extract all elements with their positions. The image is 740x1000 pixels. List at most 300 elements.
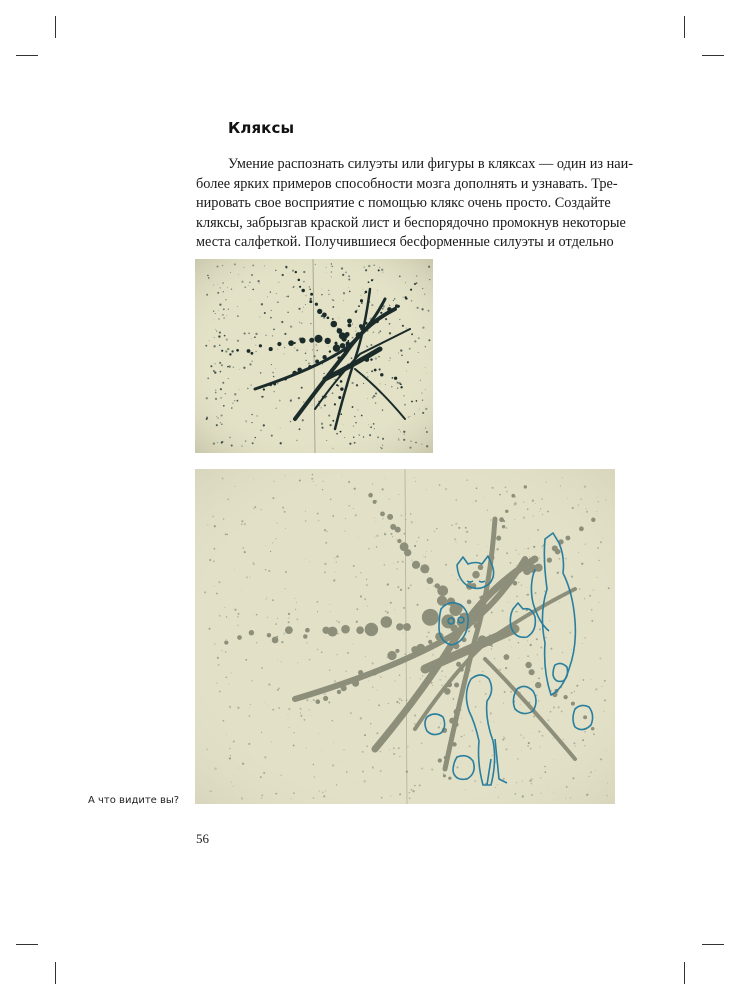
ink-drop (249, 630, 254, 635)
ink-mist (369, 434, 371, 436)
ink-mist (374, 537, 375, 538)
ink-mist (533, 681, 534, 682)
ink-mist (263, 424, 265, 426)
ink-drop (360, 299, 363, 302)
ink-mist (399, 382, 401, 384)
ink-mist (231, 350, 233, 352)
ink-mist (227, 499, 229, 501)
ink-drop (229, 353, 231, 355)
ink-mist (358, 410, 359, 411)
ink-drop (341, 336, 346, 341)
ink-mist (218, 310, 219, 311)
ink-mist (214, 320, 215, 321)
crop-mark (55, 962, 56, 984)
ink-mist (253, 615, 254, 616)
ink-mist (250, 577, 251, 578)
ink-mist (354, 416, 356, 418)
ink-mist (206, 651, 207, 652)
ink-mist (382, 518, 384, 520)
ink-drop (591, 727, 594, 730)
ink-mist (299, 322, 300, 323)
ink-mist (229, 757, 231, 759)
ink-mist (375, 521, 376, 522)
ink-drop (348, 324, 352, 328)
ink-mist (255, 345, 256, 346)
ink-mist (381, 269, 383, 271)
ink-mist (349, 443, 351, 445)
ink-mist (383, 272, 384, 273)
ink-mist (372, 687, 373, 688)
ink-mist (474, 780, 476, 782)
ink-mist (216, 682, 217, 683)
ink-mist (315, 264, 316, 265)
ink-mist (425, 428, 426, 429)
ink-mist (286, 296, 287, 297)
ink-drop (348, 340, 350, 342)
ink-mist (400, 432, 401, 433)
ink-mist (537, 529, 539, 531)
ink-mist (446, 622, 447, 623)
ink-drop (370, 358, 372, 360)
ink-mist (230, 755, 231, 756)
ink-mist (221, 650, 222, 651)
ink-mist (421, 564, 422, 565)
ink-mist (553, 706, 555, 708)
ink-mist (240, 590, 241, 591)
ink-mist (405, 519, 406, 520)
ink-mist (298, 308, 300, 310)
ink-mist (517, 611, 518, 612)
ink-mist (213, 284, 214, 285)
ink-mist (336, 555, 338, 557)
ink-drop (487, 640, 493, 646)
ink-mist (518, 554, 519, 555)
ink-drop (325, 338, 331, 344)
ink-mist (332, 318, 334, 320)
ink-mist (366, 579, 367, 580)
ink-mist (288, 613, 290, 615)
ink-mist (293, 745, 295, 747)
ink-drop (396, 623, 403, 630)
ink-mist (344, 437, 345, 438)
ink-mist (572, 777, 574, 779)
ink-mist (360, 572, 361, 573)
ink-mist (252, 264, 254, 266)
ink-mist (354, 488, 356, 490)
ink-mist (503, 703, 504, 704)
ink-mist (368, 282, 369, 283)
ink-mist (241, 445, 243, 447)
ink-mist (494, 658, 495, 659)
ink-mist (353, 565, 355, 567)
ink-mist (227, 287, 228, 288)
ink-mist (265, 545, 266, 546)
ink-drop (338, 396, 341, 399)
ink-mist (431, 769, 433, 771)
ink-mist (226, 616, 227, 617)
ink-drop (341, 625, 350, 634)
ink-mist (354, 442, 356, 444)
ink-mist (386, 657, 387, 658)
ink-drop (390, 524, 396, 530)
ink-drop (448, 777, 451, 780)
ink-mist (241, 523, 243, 525)
ink-drop (352, 680, 359, 687)
ink-mist (215, 313, 216, 314)
ink-mist (373, 768, 374, 769)
ink-blot-silhouettes-photo (195, 469, 615, 804)
ink-drop (491, 538, 494, 541)
ink-mist (604, 699, 606, 701)
ink-mist (403, 395, 404, 396)
ink-mist (306, 642, 308, 644)
ink-mist (323, 373, 324, 374)
ink-mist (334, 572, 335, 573)
ink-mist (256, 614, 257, 615)
ink-mist (427, 539, 429, 541)
ink-drop (332, 420, 334, 422)
ink-mist (407, 746, 409, 748)
ink-mist (221, 423, 222, 424)
ink-mist (368, 265, 370, 267)
ink-mist (544, 771, 546, 773)
ink-mist (554, 696, 555, 697)
ink-mist (271, 435, 273, 437)
ink-mist (393, 563, 394, 564)
ink-mist (362, 289, 363, 290)
ink-mist (490, 519, 491, 520)
ink-mist (242, 547, 244, 549)
ink-mist (337, 385, 339, 387)
ink-mist (301, 387, 303, 389)
ink-mist (275, 408, 276, 409)
ink-mist (487, 546, 488, 547)
ink-mist (522, 780, 523, 781)
ink-drop (334, 403, 336, 405)
ink-mist (377, 436, 379, 438)
ink-mist (457, 767, 459, 769)
ink-mist (361, 415, 363, 417)
ink-mist (510, 691, 512, 693)
ink-mist (321, 750, 322, 751)
ink-mist (305, 304, 306, 305)
ink-mist (443, 773, 444, 774)
ink-drop (327, 316, 330, 319)
ink-mist (465, 527, 467, 529)
ink-mist (273, 329, 275, 331)
ink-mist (507, 602, 508, 603)
ink-drop (380, 373, 383, 376)
ink-drop (478, 635, 488, 645)
ink-mist (303, 401, 304, 402)
ink-mist (365, 656, 366, 657)
ink-mist (260, 776, 262, 778)
ink-drop (452, 742, 456, 746)
ink-mist (581, 563, 583, 565)
ink-mist (540, 511, 541, 512)
ink-mist (389, 360, 390, 361)
ink-mist (559, 602, 560, 603)
ink-mist (387, 612, 389, 614)
ink-mist (337, 633, 338, 634)
ink-mist (583, 679, 585, 681)
ink-mist (273, 376, 275, 378)
ink-mist (499, 494, 501, 496)
ink-mist (210, 365, 212, 367)
ink-mist (404, 434, 405, 435)
ink-mist (341, 761, 342, 762)
ink-drop (478, 565, 484, 571)
ink-mist (397, 586, 399, 588)
ink-mist (363, 436, 364, 437)
ink-mist (399, 756, 400, 757)
ink-mist (541, 793, 542, 794)
ink-drop (492, 589, 496, 593)
ink-mist (221, 315, 222, 316)
ink-mist (478, 544, 479, 545)
ink-mist (421, 392, 422, 393)
ink-mist (544, 591, 545, 592)
ink-drop (403, 623, 411, 631)
ink-mist (584, 598, 585, 599)
ink-mist (558, 558, 560, 560)
ink-mist (230, 707, 231, 708)
ink-mist (505, 486, 507, 488)
ink-mist (292, 270, 294, 272)
ink-mist (229, 748, 230, 749)
ink-mist (449, 627, 451, 629)
ink-mist (237, 315, 238, 316)
ink-mist (282, 274, 284, 276)
ink-mist (275, 270, 276, 271)
ink-mist (554, 759, 555, 760)
ink-mist (532, 515, 534, 517)
ink-mist (222, 382, 224, 384)
ink-drop (438, 758, 442, 762)
ink-mist (364, 734, 366, 736)
ink-mist (310, 323, 311, 324)
ink-mist (431, 551, 432, 552)
ink-mist (281, 661, 282, 662)
ink-mist (220, 287, 221, 288)
ink-mist (289, 727, 290, 728)
ink-mist (253, 562, 255, 564)
ink-mist (471, 618, 472, 619)
ink-mist (399, 429, 400, 430)
ink-mist (218, 335, 220, 337)
ink-mist (589, 595, 591, 597)
ink-mist (270, 291, 271, 292)
ink-mist (516, 596, 518, 598)
ink-mist (380, 751, 382, 753)
ink-mist (365, 319, 366, 320)
ink-mist (409, 348, 411, 350)
ink-mist (501, 610, 503, 612)
ink-mist (527, 745, 529, 747)
ink-mist (222, 314, 223, 315)
ink-mist (608, 553, 609, 554)
ink-mist (489, 634, 491, 636)
ink-mist (381, 797, 383, 799)
ink-mist (370, 723, 371, 724)
ink-mist (306, 755, 307, 756)
ink-mist (367, 330, 369, 332)
ink-mist (411, 559, 412, 560)
ink-mist (255, 351, 257, 353)
ink-mist (491, 645, 493, 647)
ink-mist (584, 745, 586, 747)
ink-mist (503, 778, 505, 780)
ink-drop (224, 641, 228, 645)
ink-mist (321, 294, 323, 296)
ink-mist (426, 489, 427, 490)
ink-mist (518, 642, 520, 644)
ink-mist (523, 517, 525, 519)
ink-mist (404, 533, 406, 535)
ink-mist (226, 315, 227, 316)
ink-mist (515, 496, 517, 498)
ink-mist (392, 768, 393, 769)
ink-mist (357, 783, 358, 784)
ink-mist (521, 750, 522, 751)
ink-mist (559, 551, 561, 553)
ink-mist (399, 276, 401, 278)
ink-mist (423, 555, 424, 556)
ink-mist (232, 786, 233, 787)
ink-drop (340, 380, 343, 383)
ink-mist (313, 797, 314, 798)
ink-mist (362, 751, 364, 753)
ink-drop (447, 682, 452, 687)
ink-drop (329, 350, 331, 352)
ink-mist (532, 500, 534, 502)
ink-mist (334, 558, 335, 559)
ink-mist (264, 702, 265, 703)
ink-mist (287, 311, 289, 313)
ink-mist (422, 400, 423, 401)
ink-drop (365, 322, 368, 325)
ink-drop (552, 545, 558, 551)
ink-drop (337, 690, 341, 694)
ink-mist (278, 302, 279, 303)
ink-mist (586, 782, 587, 783)
ink-mist (390, 533, 392, 535)
ink-mist (499, 669, 501, 671)
ink-mist (206, 416, 208, 418)
ink-mist (316, 601, 318, 603)
ink-mist (270, 317, 272, 319)
ink-mist (349, 505, 350, 506)
ink-mist (294, 347, 295, 348)
ink-mist (218, 664, 220, 666)
ink-mist (275, 538, 276, 539)
ink-mist (209, 559, 211, 561)
ink-mist (361, 302, 363, 304)
ink-mist (400, 514, 402, 516)
ink-mist (410, 513, 411, 514)
ink-mist (218, 318, 220, 320)
ink-mist (398, 439, 400, 441)
ink-mist (504, 691, 506, 693)
ink-drop (502, 525, 505, 528)
ink-mist (217, 442, 218, 443)
ink-mist (311, 701, 312, 702)
ink-mist (518, 658, 519, 659)
ink-mist (254, 440, 255, 441)
ink-mist (607, 783, 608, 784)
ink-mist (558, 706, 560, 708)
body-line: места салфеткой. Получившиеся бесформенные силуэты и отдельно (196, 234, 614, 250)
ink-mist (249, 300, 250, 301)
ink-mist (268, 570, 270, 572)
ink-mist (542, 735, 544, 737)
ink-drop (456, 662, 461, 667)
ink-mist (384, 532, 385, 533)
ink-drop (387, 307, 391, 311)
ink-mist (372, 766, 374, 768)
ink-drop (317, 309, 322, 314)
ink-mist (476, 555, 478, 557)
ink-drop (374, 369, 377, 372)
ink-mist (336, 433, 338, 435)
ink-mist (411, 300, 413, 302)
ink-mist (554, 793, 555, 794)
ink-drop (323, 696, 328, 701)
ink-mist (462, 666, 464, 668)
ink-mist (207, 378, 209, 380)
ink-mist (224, 335, 226, 337)
ink-mist (377, 669, 379, 671)
ink-mist (442, 675, 443, 676)
ink-mist (306, 350, 307, 351)
ink-mist (333, 579, 335, 581)
ink-mist (326, 272, 327, 273)
ink-mist (440, 723, 441, 724)
ink-mist (519, 692, 521, 694)
ink-mist (214, 767, 216, 769)
ink-mist (530, 748, 532, 750)
ink-mist (305, 520, 307, 522)
ink-mist (319, 404, 320, 405)
ink-mist (416, 774, 417, 775)
ink-mist (326, 440, 327, 441)
ink-mist (279, 400, 280, 401)
ink-mist (270, 551, 271, 552)
ink-mist (217, 266, 219, 268)
ink-mist (528, 702, 530, 704)
ink-mist (267, 597, 268, 598)
ink-mist (333, 448, 334, 449)
ink-mist (496, 548, 498, 550)
ink-mist (382, 438, 384, 440)
ink-mist (249, 707, 250, 708)
ink-mist (287, 628, 289, 630)
ink-mist (468, 630, 470, 632)
ink-mist (316, 344, 317, 345)
ink-drop (237, 635, 242, 640)
ink-mist (445, 676, 446, 677)
ink-mist (321, 651, 323, 653)
ink-mist (536, 695, 538, 697)
ink-mist (368, 548, 370, 550)
ink-mist (237, 625, 238, 626)
ink-mist (441, 684, 443, 686)
ink-mist (313, 699, 315, 701)
ink-mist (372, 483, 373, 484)
ink-mist (305, 511, 306, 512)
ink-mist (348, 278, 350, 280)
ink-drop (460, 668, 464, 672)
